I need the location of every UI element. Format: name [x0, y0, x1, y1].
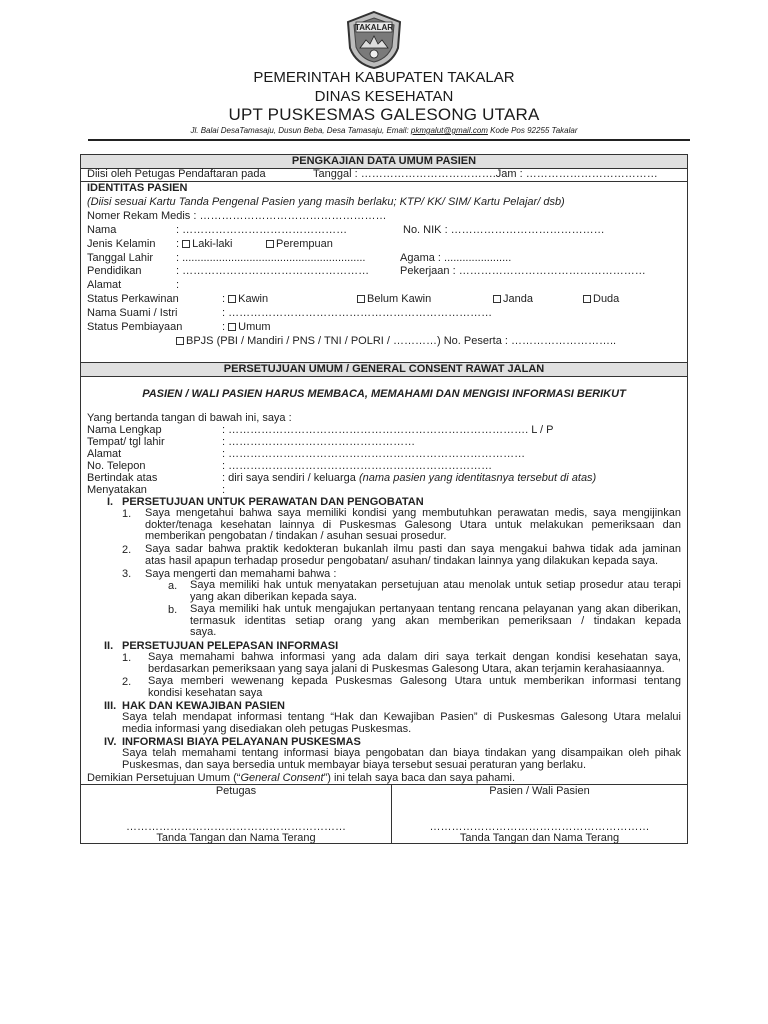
consent-item-II-2: Saya memberi wewenang kepada Puskesmas Galesong Utara untuk memberikan informasi tentang	[148, 675, 681, 687]
gender-options: : Laki-laki	[176, 238, 233, 250]
education-label: Pendidikan	[87, 265, 142, 277]
marital-label: Status Perkawinan	[87, 293, 179, 305]
header-rule	[88, 139, 690, 141]
section-IV-title: INFORMASI BIAYA PELAYANAN PUSKESMAS	[122, 736, 361, 748]
consent-item-I-2: Saya sadar bahwa praktik kedokteran bukanlah ilmu pasti dan saya mengakui bahwa tidak ada jaminan	[145, 543, 681, 555]
section-I-title: PERSETUJUAN UNTUK PERAWATAN DAN PENGOBATAN	[122, 496, 424, 508]
address-field[interactable]: :	[176, 279, 180, 291]
header-address: Jl. Balai DesaTamasaju, Dusun Beba, Desa Tamasaju, Email: pkmgalut@gmail.com Kode Pos 92255 Takalar	[190, 126, 578, 135]
consent-item-II-2-end: kondisi kesehatan saya	[148, 687, 263, 699]
birthdate-field[interactable]: : ............................................................	[176, 252, 366, 264]
patient-signature-line[interactable]: ……………………………………………………	[429, 821, 650, 833]
fullname-label: Nama Lengkap	[87, 424, 162, 436]
consent-item-II-1-end: berdasarkan pemeriksaan yang saya jalani di Puskesmas Galesong Utara, akan terjamin kerahasiaannya.	[148, 663, 665, 675]
item-number: 1.	[122, 652, 132, 664]
consent-item-I-2-end: atas hasil apapun terhadap prosedur pengobatan/ asuhan/ tindakan lainnya yang dilakukan kepada saya.	[145, 555, 659, 567]
section2-title: PERSETUJUAN UMUM / GENERAL CONSENT RAWAT JALAN	[81, 362, 687, 377]
acting-label: Bertindak atas	[87, 472, 158, 484]
marital-option-kawin: : Kawin	[222, 293, 269, 305]
bpjs-checkbox[interactable]	[176, 337, 184, 345]
email-link[interactable]: pkmgalut@gmail.com	[410, 126, 488, 135]
acting-field[interactable]: : diri saya sendiri / keluarga (nama pasien yang identitasnya tersebut di atas)	[222, 472, 597, 484]
consent-intro: Yang bertanda tangan di bawah ini, saya :	[87, 412, 292, 424]
filled-by-text: Diisi oleh Petugas Pendaftaran pada	[87, 168, 266, 180]
fullname-field[interactable]: : ………………………………………………………………………. L / P	[222, 424, 554, 436]
section-III-number: III.	[104, 700, 117, 712]
consent-item-I-3b-end: saya.	[190, 626, 217, 638]
patient-signature-caption: Tanda Tangan dan Nama Terang	[459, 832, 620, 844]
consent-item-IV: Saya telah memahami tentang informasi biaya pengobatan dan biaya tindakan yang disampaikan oleh pihak	[122, 747, 681, 759]
logo-text: TAKALAR	[354, 23, 394, 32]
gender-label: Jenis Kelamin	[87, 238, 156, 250]
consent-item-I-3a-end: yang akan diberikan kepada saya.	[190, 591, 357, 603]
kawin-checkbox[interactable]	[228, 295, 236, 303]
phone-label: No. Telepon	[87, 460, 146, 472]
marital-option-janda: Janda	[493, 293, 533, 305]
identity-title: IDENTITAS PASIEN	[87, 182, 188, 194]
name-label: Nama	[87, 224, 117, 236]
birthplace-field[interactable]: : ……………………………………………	[222, 436, 416, 448]
header-government: PEMERINTAH KABUPATEN TAKALAR	[253, 69, 515, 86]
item-letter: a.	[168, 580, 178, 592]
male-checkbox[interactable]	[182, 240, 190, 248]
section-III-title: HAK DAN KEWAJIBAN PASIEN	[122, 700, 285, 712]
section1-title: PENGKAJIAN DATA UMUM PASIEN	[81, 154, 687, 169]
consent-item-III: Saya telah mendapat informasi tentang “Hak dan Kewajiban Pasien” di Puskesmas Galesong Utara melalui	[122, 711, 681, 723]
officer-signature-line[interactable]: ……………………………………………………	[126, 821, 346, 833]
officer-signature-caption: Tanda Tangan dan Nama Terang	[156, 832, 316, 844]
consent-item-I-3: Saya mengerti dan memahami bahwa :	[145, 568, 337, 580]
header-department: DINAS KESEHATAN	[314, 88, 454, 105]
consent-item-I-1-end: memberikan pengobatan / tindakan / asuhan sesuai prosedur.	[145, 530, 447, 542]
spouse-field[interactable]: : ………………………………………………………………	[222, 307, 493, 319]
address-label: Alamat	[87, 279, 122, 291]
section-II-title: PERSETUJUAN PELEPASAN INFORMASI	[122, 640, 339, 652]
section2-subtitle: PASIEN / WALI PASIEN HARUS MEMBACA, MEMAHAMI DAN MENGISI INFORMASI BERIKUT	[142, 388, 626, 400]
takalar-logo	[342, 10, 406, 70]
consent-address-label: Alamat	[87, 448, 122, 460]
item-number: 2.	[122, 544, 132, 556]
marital-option-belum: Belum Kawin	[357, 293, 431, 305]
section-IV-number: IV.	[104, 736, 117, 748]
item-letter: b.	[168, 604, 178, 616]
marital-option-duda: Duda	[583, 293, 619, 305]
patient-signature-title: Pasien / Wali Pasien	[489, 785, 590, 797]
payment-option-umum: : Umum	[222, 321, 271, 333]
birthdate-label: Tanggal Lahir	[87, 252, 154, 264]
education-field[interactable]: : ……………………………………………	[176, 265, 370, 277]
section-II-number: II.	[104, 640, 114, 652]
payment-option-bpjs: BPJS (PBI / Mandiri / PNS / TNI / POLRI / …………) No. Peserta : ………………………..	[176, 335, 616, 347]
consent-item-I-3a: Saya memiliki hak untuk menyatakan persetujuan atau menolak untuk setiap prosedur atau terapi	[190, 579, 681, 591]
identity-note: (Diisi sesuai Kartu Tanda Pengenal Pasien yang masih berlaku; KTP/ KK/ SIM/ Kartu Pelajar/ dsb)	[87, 196, 565, 208]
item-number: 1.	[122, 508, 132, 520]
name-field[interactable]: : ………………………………………	[176, 224, 348, 236]
date-time-field[interactable]: Tanggal : ……………………………….Jam : ………………………………	[313, 168, 658, 180]
header-institution: UPT PUSKESMAS GALESONG UTARA	[228, 105, 540, 124]
female-checkbox[interactable]	[266, 240, 274, 248]
consent-item-I-3b: Saya memiliki hak untuk mengajukan pertanyaan tentang rencana pelayanan yang akan diberikan, termasuk identitas setiap orang yang akan memberikan pemeriksaan / tindakan kepada	[190, 603, 681, 627]
declare-colon: :	[222, 484, 226, 496]
birthplace-label: Tempat/ tgl lahir	[87, 436, 165, 448]
declare-label: Menyatakan	[87, 484, 147, 496]
umum-checkbox[interactable]	[228, 323, 236, 331]
religion-field[interactable]: Agama : ......................	[400, 252, 512, 264]
gender-option-female: Perempuan	[266, 238, 333, 250]
consent-item-III-end: media informasi yang disediakan oleh petugas Puskesmas.	[122, 723, 412, 735]
occupation-field[interactable]: Pekerjaan : ……………………………………………	[400, 265, 646, 277]
consent-item-II-1: Saya memahami bahwa informasi yang ada dalam diri saya terkait dengan kondisi kesehatan saya,	[148, 651, 681, 663]
section-I-number: I.	[107, 496, 114, 508]
closing-statement: Demikian Persetujuan Umum (“General Consent”) ini telah saya baca dan saya pahami.	[87, 772, 515, 784]
medical-record-field[interactable]: Nomer Rekam Medis : ……………………………………………	[87, 210, 387, 222]
consent-address-field[interactable]: : ………………………………………………………………………	[222, 448, 526, 460]
nik-field[interactable]: No. NIK : ……………………………………	[403, 224, 605, 236]
phone-field[interactable]: : ………………………………………………………………	[222, 460, 493, 472]
officer-signature-title: Petugas	[215, 785, 257, 797]
belum-kawin-checkbox[interactable]	[357, 295, 365, 303]
payment-label: Status Pembiayaan	[87, 321, 183, 333]
item-number: 3.	[122, 568, 132, 580]
duda-checkbox[interactable]	[583, 295, 591, 303]
consent-item-I-1: Saya mengetahui bahwa saya memiliki kondisi yang membutuhkan perawatan medis, saya mengijinkan dokter/tenaga kesehatan lainnya di Puskesmas Galesong Utara untuk melakukan pemeriksaan dan	[145, 507, 681, 531]
spouse-label: Nama Suami / Istri	[87, 307, 178, 319]
item-number: 2.	[122, 676, 132, 688]
consent-item-IV-end: Puskesmas, dan saya bersedia untuk membayar biaya tersebut sesuai peraturan yang berlaku.	[122, 759, 587, 771]
janda-checkbox[interactable]	[493, 295, 501, 303]
